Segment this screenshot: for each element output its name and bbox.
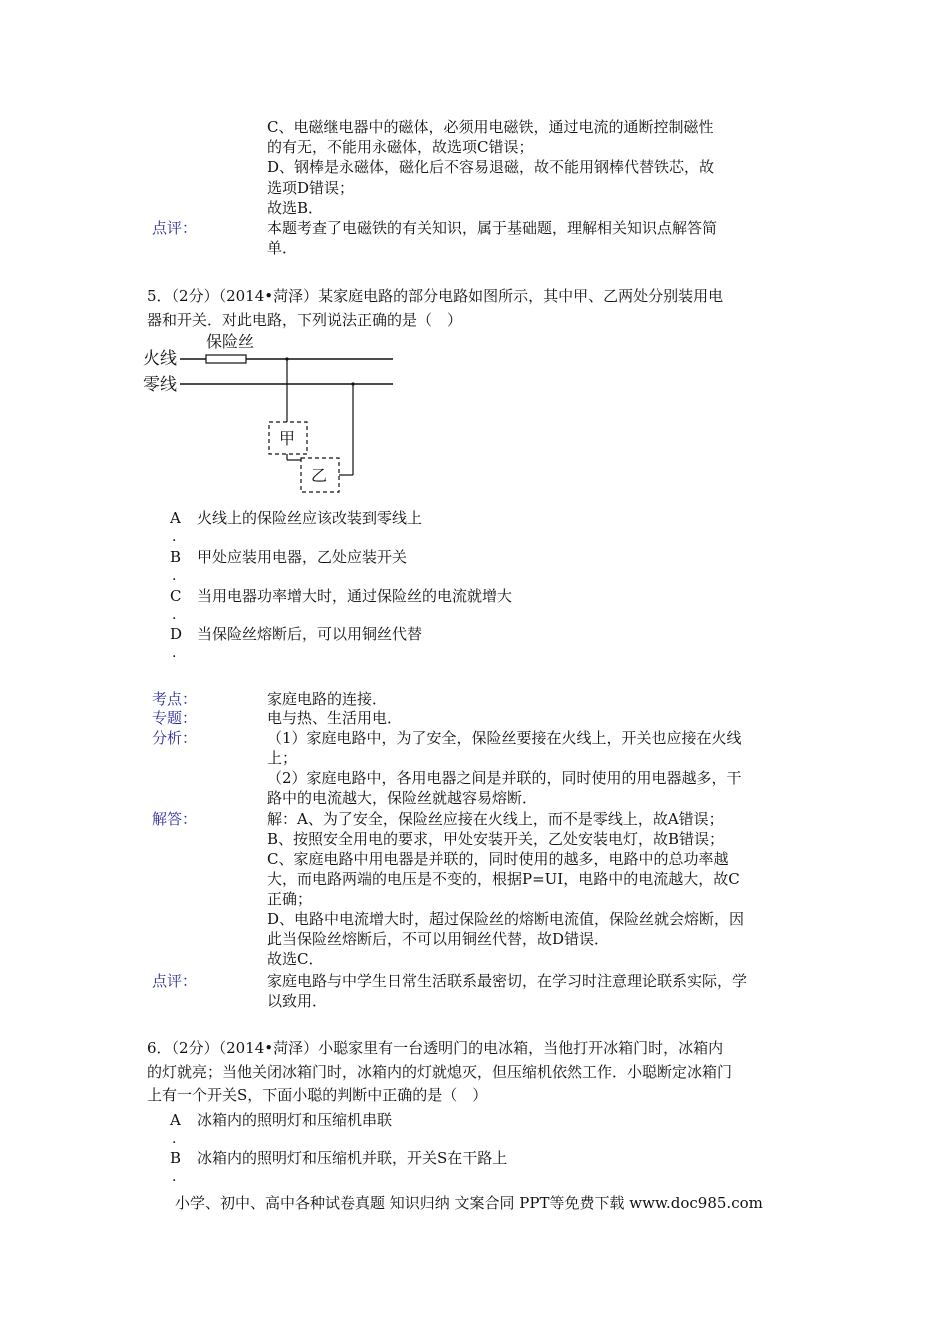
fenxi-line: （2）家庭电路中，各用电器之间是并联的，同时使用的用电器越多，干 bbox=[267, 769, 742, 787]
prev-answer-line: 选项D错误； bbox=[267, 179, 355, 197]
option-letter: B bbox=[170, 548, 182, 566]
prev-answer-line: C、电磁继电器中的磁体，必须用电磁铁，通过电流的通断控制磁性 bbox=[267, 118, 714, 136]
option-dot: . bbox=[172, 568, 177, 584]
question-5-stem: 器和开关．对此电路，下列说法正确的是（ ） bbox=[147, 311, 463, 329]
prev-answer-line: D、钢棒是永磁体，磁化后不容易退磁，故不能用钢棒代替铁芯，故 bbox=[267, 158, 715, 176]
kaodian-label: 考点： bbox=[152, 690, 198, 708]
prev-comment-line: 单． bbox=[267, 239, 298, 257]
jieda-line: C、家庭电路中用电器是并联的，同时使用的越多，电路中的总功率越 bbox=[267, 850, 729, 868]
jieda-line: 解：A、为了安全，保险丝应接在火线上，而不是零线上，故A错误； bbox=[267, 810, 724, 828]
jieda-line: B、按照安全用电的要求，甲处安装开关，乙处安装电灯，故B错误； bbox=[267, 830, 725, 848]
jieda-label: 解答： bbox=[152, 810, 198, 828]
zhuanti-text: 电与热、生活用电． bbox=[267, 709, 403, 727]
option-dot: . bbox=[172, 1131, 177, 1147]
dianping-line: 家庭电路与中学生日常生活联系最密切，在学习时注意理论联系实际，学 bbox=[267, 972, 748, 990]
kaodian-text: 家庭电路的连接． bbox=[267, 690, 388, 708]
option-text: 当保险丝熔断后，可以用铜丝代替 bbox=[197, 625, 423, 643]
fenxi-line: 路中的电流越大，保险丝就越容易熔断． bbox=[267, 789, 538, 807]
option-letter: B bbox=[170, 1149, 182, 1167]
jieda-line: 故选C． bbox=[267, 950, 324, 968]
option-letter: A bbox=[170, 509, 181, 527]
fuse-label: 保险丝 bbox=[206, 332, 255, 351]
prev-answer-line: 的有无，不能用永磁体，故选项C错误； bbox=[267, 138, 534, 156]
question-6-stem: 6．（2分）（2014•菏泽）小聪家里有一台透明门的电冰箱，当他打开冰箱门时，冰箱内 bbox=[147, 1039, 724, 1057]
circuit-diagram bbox=[140, 330, 410, 500]
fenxi-line: 上； bbox=[267, 749, 298, 767]
option-dot: . bbox=[172, 1169, 177, 1185]
neutral-wire-label: 零线 bbox=[143, 375, 177, 395]
option-text: 冰箱内的照明灯和压缩机串联 bbox=[197, 1111, 393, 1129]
box-jia-label: 甲 bbox=[279, 429, 296, 448]
option-text: 当用电器功率增大时，通过保险丝的电流就增大 bbox=[197, 587, 513, 605]
fuse-icon bbox=[206, 355, 246, 363]
option-dot: . bbox=[172, 645, 177, 661]
jieda-line: 大，而电路两端的电压是不变的，根据P=UI，电路中的电流越大，故C bbox=[267, 870, 740, 888]
option-letter: C bbox=[170, 587, 182, 605]
question-6-stem: 的灯就亮；当他关闭冰箱门时，冰箱内的灯就熄灭，但压缩机依然工作．小聪断定冰箱门 bbox=[147, 1063, 733, 1081]
page-footer: 小学、初中、高中各种试卷真题 知识归纳 文案合同 PPT等免费下载 www.doc985.com bbox=[175, 1194, 763, 1212]
option-dot: . bbox=[172, 529, 177, 545]
jieda-line: 此当保险丝熔断后，不可以用铜丝代替，故D错误． bbox=[267, 930, 610, 948]
prev-comment-line: 本题考查了电磁铁的有关知识，属于基础题，理解相关知识点解答简 bbox=[267, 219, 718, 237]
question-6-stem: 上有一个开关S，下面小聪的判断中正确的是（ ） bbox=[147, 1086, 488, 1104]
option-text: 甲处应装用电器，乙处应装开关 bbox=[197, 548, 408, 566]
fenxi-line: （1）家庭电路中，为了安全，保险丝要接在火线上，开关也应接在火线 bbox=[267, 729, 742, 747]
dianping-label: 点评： bbox=[152, 972, 198, 990]
jieda-line: 正确； bbox=[267, 890, 313, 908]
dianping-line: 以致用． bbox=[267, 992, 328, 1010]
jieda-line: D、电路中电流增大时，超过保险丝的熔断电流值，保险丝就会熔断，因 bbox=[267, 910, 745, 928]
option-letter: A bbox=[170, 1111, 181, 1129]
option-dot: . bbox=[172, 607, 177, 623]
zhuanti-label: 专题： bbox=[152, 709, 198, 727]
live-wire-label: 火线 bbox=[143, 349, 177, 369]
option-letter: D bbox=[170, 625, 183, 643]
comment-label: 点评： bbox=[152, 219, 198, 237]
fenxi-label: 分析： bbox=[152, 729, 198, 747]
question-5-stem: 5．（2分）（2014•菏泽）某家庭电路的部分电路如图所示，其中甲、乙两处分别装用电 bbox=[147, 287, 724, 305]
option-text: 火线上的保险丝应该改装到零线上 bbox=[197, 509, 423, 527]
box-yi-label: 乙 bbox=[311, 466, 328, 485]
prev-answer-line: 故选B． bbox=[267, 199, 324, 217]
option-text: 冰箱内的照明灯和压缩机并联，开关S在干路上 bbox=[197, 1149, 508, 1167]
